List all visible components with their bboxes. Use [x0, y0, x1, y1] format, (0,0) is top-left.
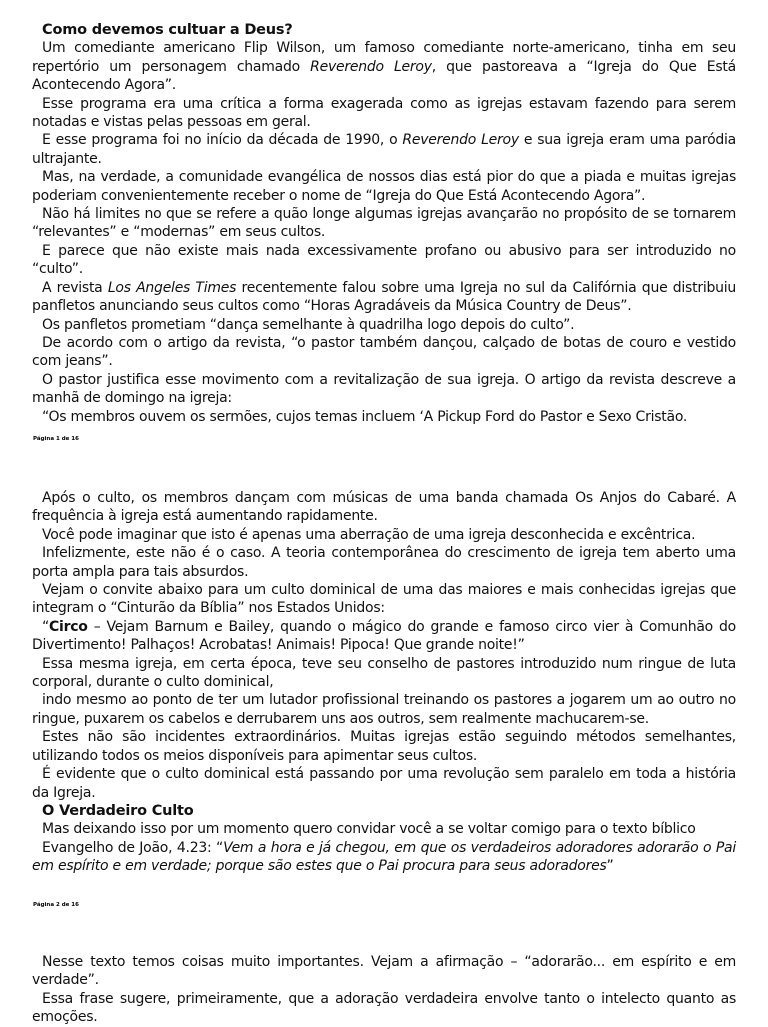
paragraph: Não há limites no que se refere a quão longe algumas igrejas avançarão no propósito de se tornarem “relevantes” e “modernas” em seus cultos.	[32, 206, 736, 241]
paragraph: “Circo – Vejam Barnum e Bailey, quando o mágico do grande e famoso circo vier à Comunhão do Divertimento! Palhaços! Acrobatas! Animais! Pipoca! Que grande noite!”	[32, 618, 736, 654]
paragraph: Mas deixando isso por um momento quero convidar você a se voltar comigo para o texto bíblico	[42, 821, 696, 838]
paragraph: Estes não são incidentes extraordinários. Muitas igrejas estão seguindo métodos semelhantes, utilizando todos os meios disponíveis para apimentar seus cultos.	[32, 729, 736, 764]
paragraph: Nesse texto temos coisas muito importantes. Vejam a afirmação – “adorarão... em espírito e em verdade”.	[32, 954, 736, 989]
page-2-text	[32, 489, 736, 876]
paragraph: “Os membros ouvem os sermões, cujos temas incluem ‘A Pickup Ford do Pastor e Sexo Cristão.	[42, 408, 688, 425]
paragraph: Infelizmente, este não é o caso. A teoria contemporânea do crescimento de igreja tem aberto uma porta ampla para tais absurdos.	[32, 545, 736, 580]
paragraph: A revista Los Angeles Times recentemente falou sobre uma Igreja no sul da Califórnia que distribuiu panfletos anunciando seus cultos como “Horas Agradáveis da Música Country de Deus”.	[32, 279, 736, 315]
paragraph: Esse programa era uma crítica a forma exagerada como as igrejas estavam fazendo para serem notadas e vistas pelas pessoas em geral.	[32, 95, 736, 131]
paragraph: E parece que não existe mais nada excessivamente profano ou abusivo para ser introduzido no “culto”.	[32, 242, 736, 278]
paragraph: E esse programa foi no início da década de 1990, o Reverendo Leroy e sua igreja eram uma paródia ultrajante.	[32, 132, 736, 167]
paragraph: Um comediante americano Flip Wilson, um famoso comediante norte-americano, tinha em seu repertório um personagem chamado Reverendo Leroy, que pastoreava a “Igreja do Que Está Acontecendo Agora”.	[32, 40, 737, 94]
paragraph: Essa frase sugere, primeiramente, que a adoração verdadeira envolve tanto o intelecto quanto as emoções.	[32, 990, 736, 1026]
paragraph: Vejam o convite abaixo para um culto dominical de uma das maiores e mais conhecidas igrejas que integram o “Cinturão da Bíblia” nos Estados Unidos:	[32, 582, 736, 617]
section-heading: O Verdadeiro Culto	[42, 802, 194, 819]
page-footer: Página 1 de 16	[33, 436, 79, 442]
paragraph: É evidente que o culto dominical está passando por uma revolução sem paralelo em toda a história da Igreja.	[32, 766, 736, 801]
paragraph: Você pode imaginar que isto é apenas uma aberração de uma igreja desconhecida e excêntrica.	[42, 526, 696, 543]
paragraph: indo mesmo ao ponto de ter um lutador profissional treinando os pastores a jogarem um ao outro no ringue, puxarem os cabelos e derrubarem uns aos outros, sem realmente machucarem-se.	[32, 692, 736, 727]
paragraph: Mas, na verdade, a comunidade evangélica de nossos dias está pior do que a piada e muitas igrejas poderiam convenientemente receber o nome de “Igreja do Que Está Acontecendo Agora”.	[32, 169, 736, 204]
page-1-text	[32, 21, 736, 426]
paragraph: De acordo com o artigo da revista, “o pastor também dançou, calçado de botas de couro e vestido com jeans”.	[32, 334, 736, 370]
paragraph: Os panfletos prometiam “dança semelhante à quadrilha logo depois do culto”.	[42, 316, 575, 333]
paragraph: Evangelho de João, 4.23: “Vem a hora e já chegou, em que os verdadeiros adoradores adorarão o Pai em espírito e em verdade; porque são estes que o Pai procura para seus adoradores”	[32, 839, 736, 875]
section-heading: Como devemos cultuar a Deus?	[42, 22, 293, 38]
page-footer: Página 2 de 16	[33, 902, 79, 908]
paragraph: O pastor justifica esse movimento com a revitalização de sua igreja. O artigo da revista descreve a manhã de domingo na igreja:	[32, 371, 736, 407]
page-3-text	[32, 953, 736, 1027]
paragraph: Após o culto, os membros dançam com músicas de uma banda chamada Os Anjos do Cabaré. A frequência à igreja está aumentando rapidamente.	[32, 490, 736, 525]
paragraph: Essa mesma igreja, em certa época, teve seu conselho de pastores introduzido num ringue de luta corporal, durante o culto dominical,	[32, 655, 736, 691]
